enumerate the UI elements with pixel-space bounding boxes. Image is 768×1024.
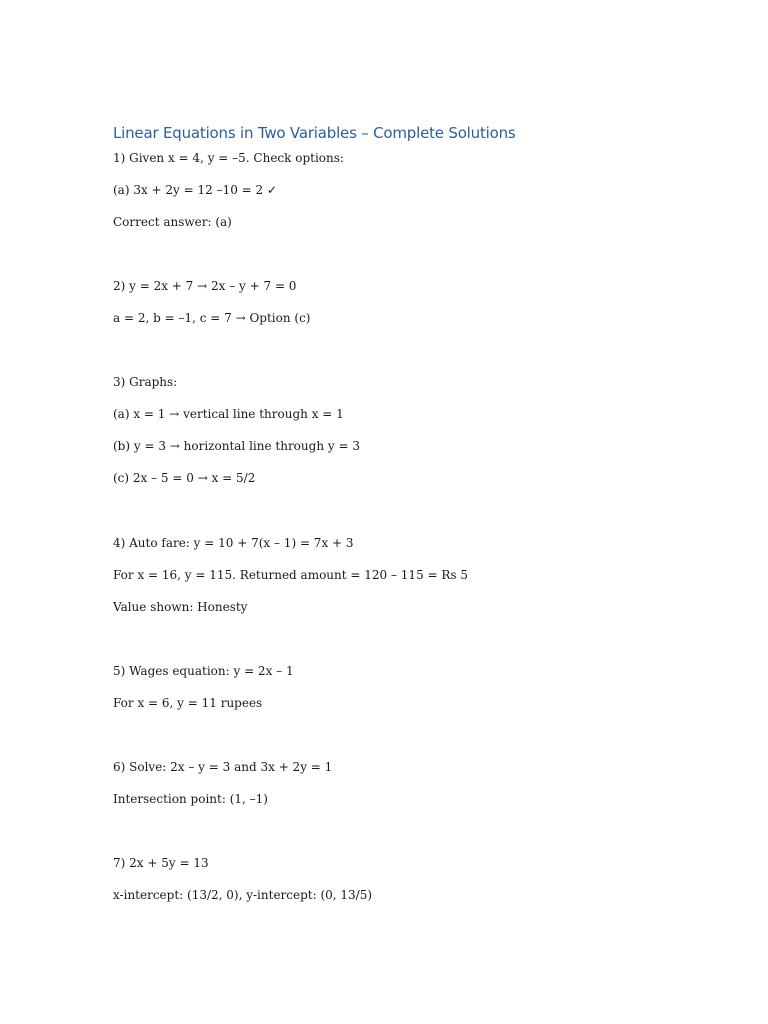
q5-result: For x = 6, y = 11 rupees <box>113 696 263 710</box>
q3-part-c: (c) 2x – 5 = 0 → x = 5/2 <box>113 471 256 485</box>
q4-value: Value shown: Honesty <box>113 600 248 614</box>
q2-coefficients: a = 2, b = –1, c = 7 → Option (c) <box>113 311 311 325</box>
q3-part-a: (a) x = 1 → vertical line through x = 1 <box>113 407 344 421</box>
q2-equation: 2) y = 2x + 7 → 2x – y + 7 = 0 <box>113 279 297 293</box>
q4-equation: 4) Auto fare: y = 10 + 7(x – 1) = 7x + 3 <box>113 536 354 550</box>
q7-intercepts: x-intercept: (13/2, 0), y-intercept: (0, 13/5) <box>113 888 373 902</box>
q6-equations: 6) Solve: 2x – y = 3 and 3x + 2y = 1 <box>113 760 333 774</box>
q1-option-a: (a) 3x + 2y = 12 –10 = 2 ✓ <box>113 183 278 197</box>
document-title: Linear Equations in Two Variables – Complete Solutions <box>113 124 516 142</box>
q4-calculation: For x = 16, y = 115. Returned amount = 120 – 115 = Rs 5 <box>113 568 469 582</box>
q5-equation: 5) Wages equation: y = 2x – 1 <box>113 664 294 678</box>
q3-part-b: (b) y = 3 → horizontal line through y = 3 <box>113 439 360 453</box>
q6-intersection: Intersection point: (1, –1) <box>113 792 268 806</box>
q3-heading: 3) Graphs: <box>113 375 178 389</box>
q1-given: 1) Given x = 4, y = –5. Check options: <box>113 151 344 165</box>
q7-equation: 7) 2x + 5y = 13 <box>113 856 209 870</box>
q1-correct-answer: Correct answer: (a) <box>113 215 232 229</box>
